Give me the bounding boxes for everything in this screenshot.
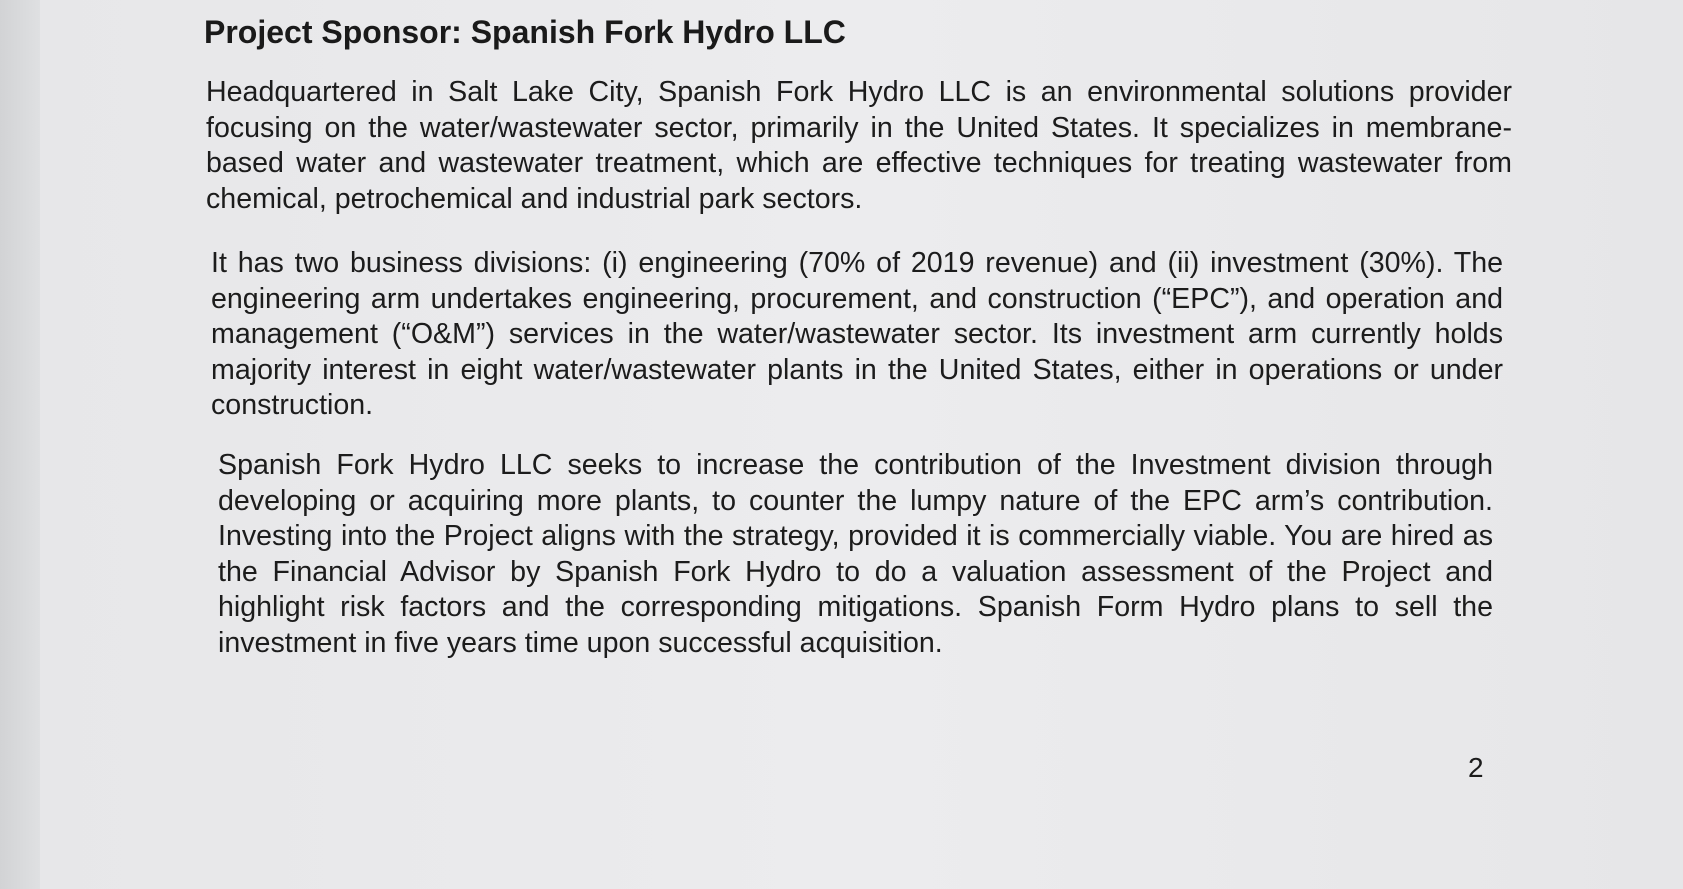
paragraph-strategy: Spanish Fork Hydro LLC seeks to increase the contribution of the Investment division through developing or acquiring more plants, to counter the lumpy nature of the EPC arm’s contribution. Investing into the Project aligns with the strategy, provided it is commercially viable. You are hired as the Financial Advisor by Spanish Fork Hydro to do a valuation assessment of the Project and highlight risk factors and the corresponding mitigations. Spanish Form Hydro plans to sell the investment in five years time upon successful acquisition. bbox=[218, 449, 1493, 659]
page-number: 2 bbox=[1468, 752, 1484, 783]
paragraph-business-divisions: It has two business divisions: (i) engineering (70% of 2019 revenue) and (ii) investment (30%). The engineering arm undertakes engineering, procurement, and construction (“EPC”), and operation and management (“O&M”) services in the water/wastewater sector. Its investment arm currently holds majority interest in eight water/wastewater plants in the United States, either in operations or under construction. bbox=[211, 247, 1503, 421]
screen-bezel-edge bbox=[0, 0, 40, 889]
paragraph-headquarters: Headquartered in Salt Lake City, Spanish Fork Hydro LLC is an environmental solutions provider focusing on the water/wastewater sector, primarily in the United States. It specializes in membrane-based water and wastewater treatment, which are effective techniques for treating wastewater from chemical, petrochemical and industrial park sectors. bbox=[206, 76, 1512, 215]
page-title: Project Sponsor: Spanish Fork Hydro LLC bbox=[204, 14, 846, 50]
